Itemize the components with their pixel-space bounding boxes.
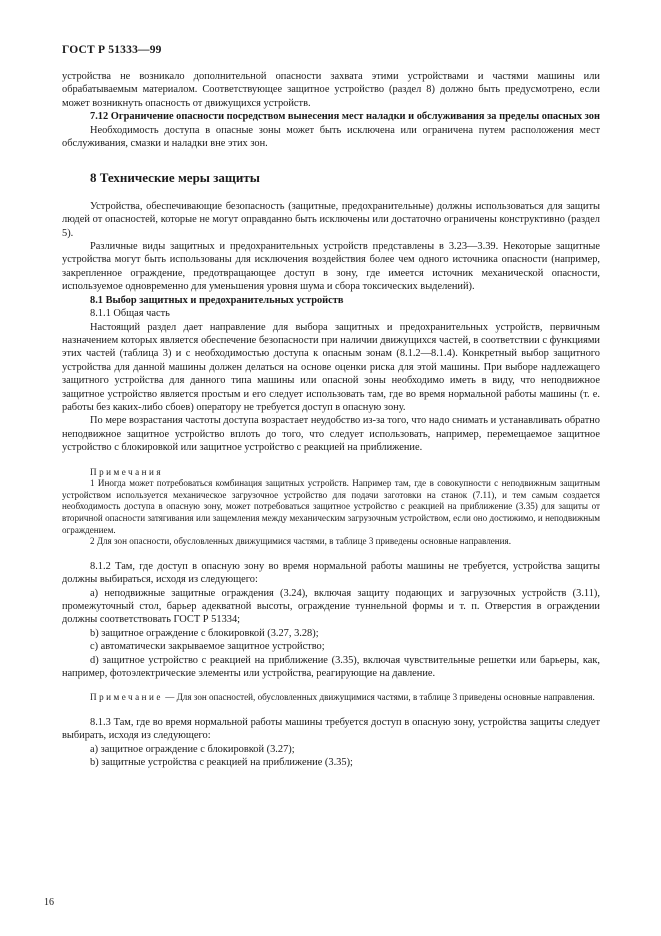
- subsection-heading-7-12: 7.12 Ограничение опасности посредством вынесения мест наладки и обслуживания за пределы опасных зон: [90, 111, 600, 123]
- list-item: а) неподвижные защитные ограждения (3.24), включая защиту подающих и загрузочных устройств (3.11), промежуточный стол, барьер адекватной высоты, ограждение туннельной формы и т. п. Отверстия в ограждении должны соответствовать ГОСТ Р 51334;: [62, 587, 600, 626]
- subsection-heading-8-1: 8.1 Выбор защитных и предохранительных устройств: [90, 294, 344, 306]
- page-number: 16: [44, 897, 54, 908]
- paragraph-8-1-1-a: Настоящий раздел дает направление для выбора защитных и предохранительных устройств, первичным назначением которых является обеспечение безопасности при наличии движущихся частей, в соответствии с функциями этих частей (таблица 3) и с необходимостью доступа к опасным зонам (8.1.2—8.1.4). Конкретный выбор защитного устройства для данной машины должен делаться на основе оценки риска для этой машины. При выборе надлежащего защитного устройства для данного типа машины или опасной зоны необходимо иметь в виду, что неподвижное защитное устройство является простым и его следует использовать там, где во время нормальной работы машины (т. е. работы без каких-либо сбоев) оператору не требуется доступ в опасную зону.: [62, 321, 600, 413]
- paragraph-7-12: Необходимость доступа в опасные зоны может быть исключена или ограничена путем расположения мест обслуживания, смазки и наладки вне этих зон.: [62, 124, 600, 150]
- clause-heading-8-1-1: 8.1.1 Общая часть: [90, 308, 170, 320]
- paragraph-8-1-2: 8.1.2 Там, где доступ в опасную зону во время нормальной работы машины не требуется, устройства защиты должны выбираться, исходя из следующего:: [62, 560, 600, 586]
- notes-block: [62, 467, 600, 548]
- paragraph-8-intro-1: Устройства, обеспечивающие безопасность (защитные, предохранительные) должны использоваться для защиты людей от опасностей, которые не могут оправданно быть исключены или достаточно ограничены конструктивно (раздел 5).: [62, 200, 600, 239]
- section-heading-8: 8 Технические меры защиты: [90, 170, 260, 186]
- list-item: b) защитные устройства с реакцией на приближение (3.35);: [90, 757, 353, 769]
- list-item: c) автоматически закрываемое защитное устройство;: [90, 641, 325, 653]
- paragraph-continuation: устройства не возникало дополнительной опасности захвата этими устройствами и частями машины или обрабатываемым материалом. Соответствующее защитное устройство (раздел 8) должно быть предусмотрено, если может возникнуть опасность от движущихся устройств.: [62, 71, 600, 109]
- note-item: 2 Для зон опасности, обусловленных движущимися частями, в таблице 3 приведены основные направления.: [90, 536, 511, 547]
- list-item: а) защитное ограждение с блокировкой (3.27);: [90, 743, 295, 755]
- notes-heading: Примечания: [90, 466, 164, 477]
- paragraph-8-1-3: 8.1.3 Там, где во время нормальной работы машины требуется доступ в опасную зону, устройства защиты следует выбирать, исходя из следующего:: [62, 716, 600, 742]
- document-body: [62, 70, 600, 770]
- note-block: [62, 692, 600, 704]
- note-heading: Примечание: [90, 692, 163, 703]
- paragraph-8-intro-2: Различные виды защитных и предохранительных устройств представлены в 3.23—3.39. Некоторые защитные устройства могут быть использованы для исключения воздействия более чем одного источника опасности (например, закрепленное ограждение, предотвращающее доступ в зону, где имеется источник механической опасности, используемое одновременно для уменьшения уровня шума и сбора токсических выделений).: [62, 241, 600, 293]
- paragraph-8-1-1-b: По мере возрастания частоты доступа возрастает неудобство из-за того, что надо снимать и устанавливать обратно неподвижное защитное устройство вплоть до того, что следует использовать, например, перемещаемое защитное устройство с блокировкой или защитное устройство с реакцией на приближение.: [62, 415, 600, 454]
- note-item: 1 Иногда может потребоваться комбинация защитных устройств. Например там, где в совокупности с неподвижным защитным устройством используется механическое загрузочное устройство для подачи заготовки на станок (7.11), и тем самым создается необходимость доступа в опасную зону, может потребоваться защитное устройство с реакцией на приближение (3.35) для защиты от вторичной опасности затягивания или защемления между механическим загрузочным устройством, если оно достижимо, и неподвижным ограждением.: [62, 478, 600, 535]
- document-header: ГОСТ Р 51333—99: [62, 44, 162, 56]
- note-text: — Для зон опасностей, обусловленных движущимися частями, в таблице 3 приведены основные направления.: [162, 692, 595, 703]
- list-item: d) защитное устройство с реакцией на приближение (3.35), включая чувствительные решетки или барьеры, как, например, фотоэлектрические элементы или устройства, реагирующие на давление.: [62, 654, 600, 679]
- list-item: b) защитное ограждение с блокировкой (3.27, 3.28);: [90, 627, 319, 639]
